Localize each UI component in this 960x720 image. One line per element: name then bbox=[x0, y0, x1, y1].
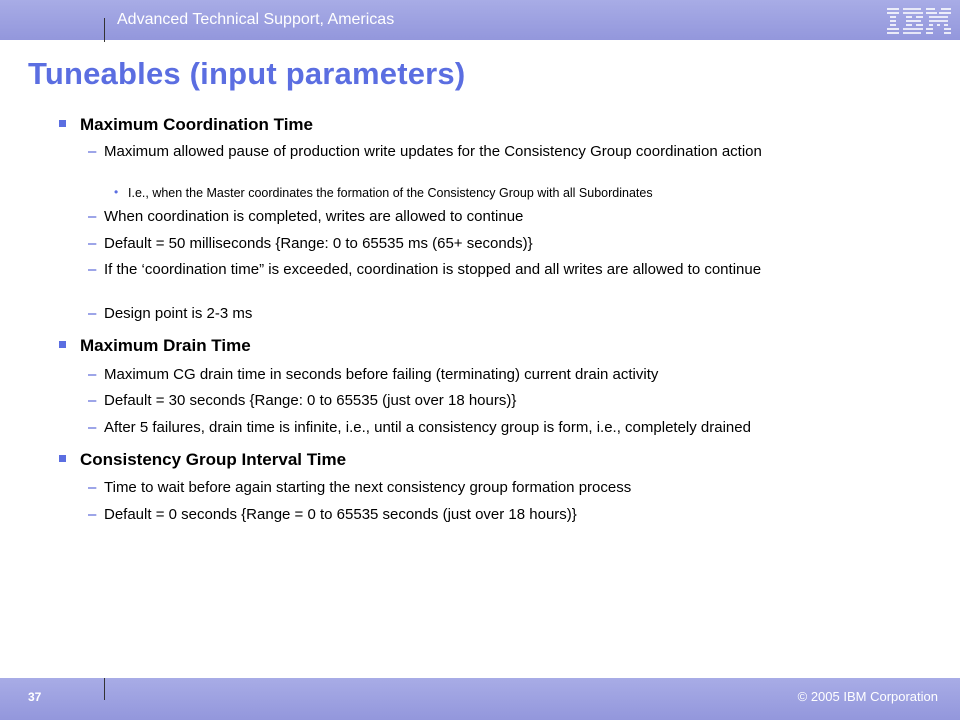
section-heading-text: Consistency Group Interval Time bbox=[80, 450, 347, 469]
list-item-text: Maximum allowed pause of production write updates for the Consistency Group coordination action bbox=[104, 143, 762, 160]
footer-divider bbox=[104, 678, 105, 700]
dash-bullet-icon: – bbox=[88, 366, 97, 383]
list-item bbox=[88, 143, 904, 160]
list-item bbox=[88, 305, 904, 322]
dash-bullet-icon: – bbox=[88, 261, 97, 278]
list-item-text: Default = 30 seconds {Range: 0 to 65535 (just over 18 hours)} bbox=[104, 392, 517, 409]
dash-bullet-icon: – bbox=[88, 143, 97, 160]
list-item bbox=[88, 506, 904, 523]
list-item-text: Time to wait before again starting the next consistency group formation process bbox=[104, 479, 632, 496]
section-heading bbox=[80, 336, 251, 356]
square-bullet-icon bbox=[59, 341, 66, 348]
list-item bbox=[88, 261, 904, 278]
list-item bbox=[88, 392, 904, 409]
list-item bbox=[88, 479, 904, 496]
footer-bar bbox=[0, 678, 960, 720]
dash-bullet-icon: – bbox=[88, 305, 97, 322]
list-item-text: Default = 50 milliseconds {Range: 0 to 65535 ms (65+ seconds)} bbox=[104, 235, 533, 252]
list-item-text: Design point is 2-3 ms bbox=[104, 305, 253, 322]
square-bullet-icon bbox=[59, 120, 66, 127]
list-item-text: Maximum CG drain time in seconds before failing (terminating) current drain activity bbox=[104, 366, 659, 383]
section-heading bbox=[80, 450, 346, 470]
sub-list-item-text: I.e., when the Master coordinates the formation of the Consistency Group with all Subordinates bbox=[128, 186, 653, 200]
dot-bullet-icon: • bbox=[114, 185, 119, 199]
section-heading bbox=[80, 115, 313, 135]
list-item-text: If the ‘coordination time” is exceeded, coordination is stopped and all writes are allowed to continue bbox=[104, 261, 762, 278]
dash-bullet-icon: – bbox=[88, 479, 97, 496]
dash-bullet-icon: – bbox=[88, 235, 97, 252]
dash-bullet-icon: – bbox=[88, 419, 97, 436]
list-item-text: When coordination is completed, writes are allowed to continue bbox=[104, 208, 524, 225]
sub-list-item bbox=[114, 185, 888, 200]
section-heading-text: Maximum Coordination Time bbox=[80, 115, 313, 134]
copyright-text: © 2005 IBM Corporation bbox=[797, 689, 938, 704]
list-item-text: Default = 0 seconds {Range = 0 to 65535 seconds (just over 18 hours)} bbox=[104, 506, 577, 523]
square-bullet-icon bbox=[59, 455, 66, 462]
section-heading-text: Maximum Drain Time bbox=[80, 336, 251, 355]
department-label: Advanced Technical Support, Americas bbox=[117, 11, 395, 28]
list-item bbox=[88, 366, 904, 383]
list-item-text: After 5 failures, drain time is infinite, i.e., until a consistency group is form, i.e., completely drained bbox=[104, 419, 751, 436]
header-divider bbox=[104, 18, 105, 42]
ibm-logo bbox=[885, 5, 953, 35]
header-bar bbox=[0, 0, 960, 40]
page-number: 37 bbox=[28, 690, 42, 704]
list-item bbox=[88, 235, 904, 252]
list-item bbox=[88, 419, 904, 436]
dash-bullet-icon: – bbox=[88, 392, 97, 409]
list-item bbox=[88, 208, 904, 225]
dash-bullet-icon: – bbox=[88, 208, 97, 225]
slide-title: Tuneables (input parameters) bbox=[28, 56, 466, 91]
dash-bullet-icon: – bbox=[88, 506, 97, 523]
